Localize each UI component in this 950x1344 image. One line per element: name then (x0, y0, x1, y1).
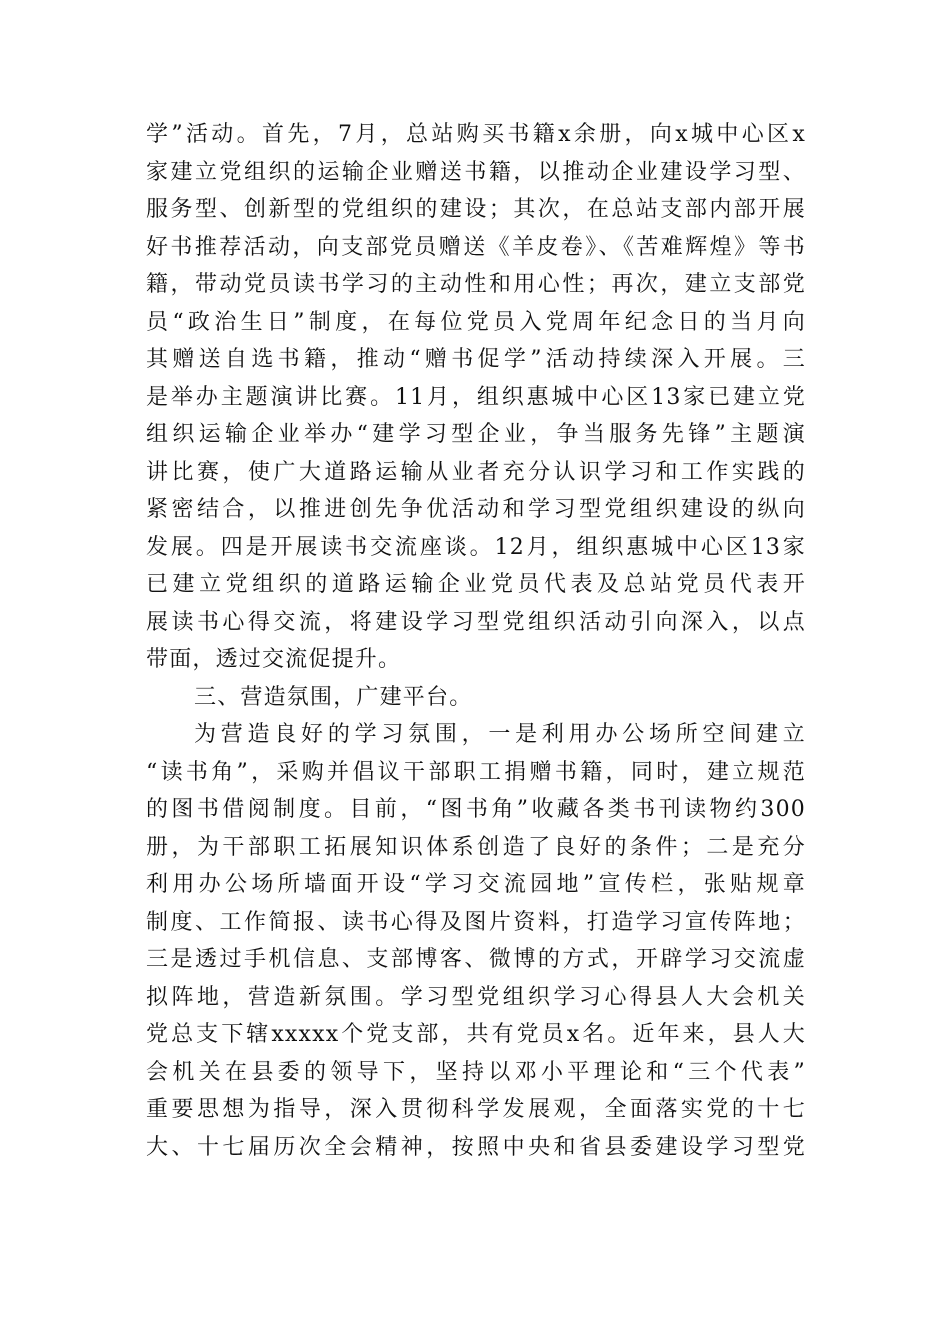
text-line: 党总支下辖xxxxx个党支部，共有党员x名。近年来，县人大 (146, 1022, 806, 1047)
text-line: 家建立党组织的运输企业赠送书籍，以推动企业建设学习型、 (146, 159, 806, 185)
text-line: 员“政治生日”制度，在每位党员入党周年纪念日的当月向 (146, 309, 806, 335)
text-line: 服务型、创新型的党组织的建设；其次，在总站支部内部开展 (146, 197, 806, 222)
text-line: 学”活动。首先，7月，总站购买书籍x余册，向x城中心区x (146, 122, 806, 147)
text-line: “读书角”，采购并倡议干部职工捐赠书籍，同时，建立规范 (146, 759, 806, 785)
text-line: 籍，带动党员读书学习的主动性和用心性；再次，建立支部党 (146, 272, 806, 297)
text-line: 紧密结合，以推进创先争优活动和学习型党组织建设的纵向 (146, 497, 806, 522)
text-line: 拟阵地，营造新氛围。学习型党组织学习心得县人大会机关 (146, 984, 806, 1010)
text-line: 展读书心得交流，将建设学习型党组织活动引向深入，以点 (146, 609, 806, 635)
text-line: 组织运输企业举办“建学习型企业，争当服务先锋”主题演 (146, 422, 806, 447)
text-line: 其赠送自选书籍，推动“赠书促学”活动持续深入开展。三 (146, 347, 806, 372)
text-line: 利用办公场所墙面开设“学习交流园地”宣传栏，张贴规章 (146, 872, 806, 897)
text-line: 是举办主题演讲比赛。11月，组织惠城中心区13家已建立党 (146, 384, 806, 410)
text-line: 讲比赛，使广大道路运输从业者充分认识学习和工作实践的 (146, 459, 806, 485)
document-body (146, 116, 806, 1166)
text-line: 会机关在县委的领导下，坚持以邓小平理论和“三个代表” (146, 1059, 806, 1085)
text-line: 的图书借阅制度。目前，“图书角”收藏各类书刊读物约300 (146, 797, 806, 822)
text-line: 册，为干部职工拓展知识体系创造了良好的条件；二是充分 (146, 834, 806, 860)
text-line: 制度、工作简报、读书心得及图片资料，打造学习宣传阵地； (146, 909, 806, 935)
text-line: 已建立党组织的道路运输企业党员代表及总站党员代表开 (146, 572, 806, 597)
text-line: 重要思想为指导，深入贯彻科学发展观，全面落实党的十七 (146, 1097, 806, 1122)
text-line: 为营造良好的学习氛围，一是利用办公场所空间建立 (194, 722, 806, 747)
text-line: 三是透过手机信息、支部博客、微博的方式，开辟学习交流虚 (146, 947, 806, 972)
text-line: 三、营造氛围，广建平台。 (194, 684, 473, 710)
text-line: 带面，透过交流促提升。 (146, 647, 402, 672)
text-line: 发展。四是开展读书交流座谈。12月，组织惠城中心区13家 (146, 534, 806, 560)
text-line: 好书推荐活动，向支部党员赠送《羊皮卷》、《苦难辉煌》等书 (146, 234, 806, 260)
text-line: 大、十七届历次全会精神，按照中央和省县委建设学习型党 (146, 1134, 806, 1160)
